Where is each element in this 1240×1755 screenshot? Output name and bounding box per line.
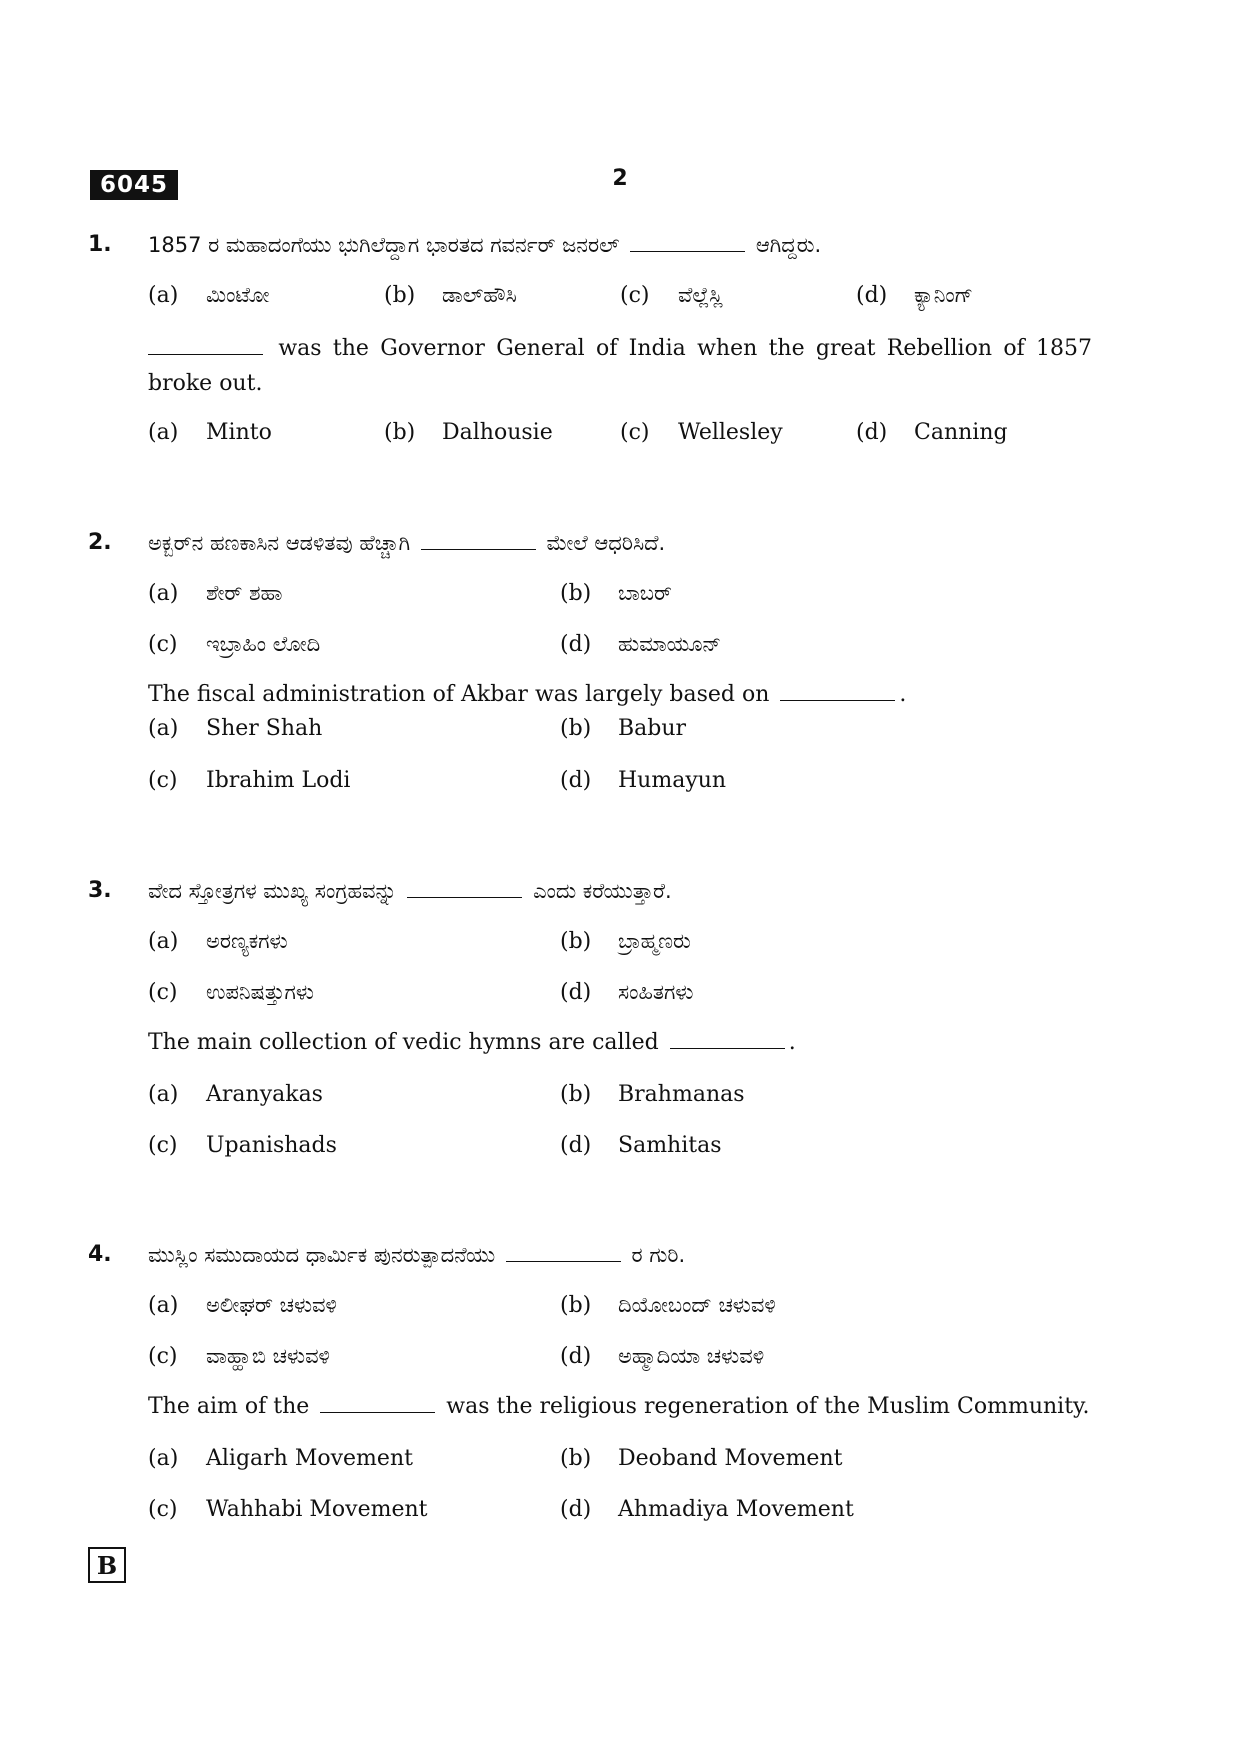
answer-blank	[506, 1239, 621, 1262]
option-label: (b)	[560, 716, 592, 741]
answer-blank	[421, 527, 536, 550]
option-label: (b)	[560, 1293, 592, 1318]
question-kannada	[148, 228, 1098, 262]
option-text: Upanishads	[206, 1133, 337, 1158]
question-text-pre: The main collection of vedic hymns are called	[148, 1030, 659, 1055]
option-text: Humayun	[618, 768, 727, 793]
question-english	[148, 678, 1098, 712]
option-label: (c)	[148, 768, 178, 793]
option-text: ಸಂಹಿತಗಳು	[618, 980, 694, 1004]
en-option-d	[560, 1493, 854, 1527]
question-text-post: ಆಗಿದ್ದರು.	[755, 233, 822, 257]
option-label: (a)	[148, 420, 179, 445]
en-option-c	[148, 1493, 428, 1527]
option-label: (b)	[560, 1446, 592, 1471]
option-label: (c)	[148, 1133, 178, 1158]
en-option-b	[560, 1442, 842, 1476]
en-option-d	[560, 1129, 722, 1163]
question-kannada	[148, 526, 1098, 560]
option-text: Minto	[206, 420, 272, 445]
question-kannada	[148, 874, 1098, 908]
option-text: ಇಬ್ರಾಹಿಂ ಲೋದಿ	[206, 632, 321, 656]
kn-option-a	[148, 576, 282, 611]
question-text-pre: The aim of the	[148, 1394, 310, 1419]
answer-blank	[780, 678, 895, 701]
kn-option-d	[560, 1339, 764, 1374]
option-label: (b)	[560, 1082, 592, 1107]
option-label: (c)	[620, 420, 650, 445]
question-text-post: ಮೇಲೆ ಆಧರಿಸಿದೆ.	[546, 531, 666, 555]
option-label: (d)	[560, 768, 592, 793]
question-english	[148, 1026, 1098, 1060]
kn-option-d	[856, 278, 973, 313]
en-option-b	[560, 712, 686, 746]
option-label: (c)	[148, 1344, 178, 1369]
option-label: (c)	[148, 632, 178, 657]
kn-option-b	[384, 278, 517, 313]
option-label: (d)	[560, 1497, 592, 1522]
question-english	[148, 331, 1092, 401]
en-option-b	[384, 416, 553, 450]
question-text-post: .	[788, 1030, 796, 1055]
option-label: (c)	[148, 980, 178, 1005]
option-text: Dalhousie	[442, 420, 553, 445]
question-number: 1.	[88, 232, 112, 257]
option-text: ಹುಮಾಯೂನ್	[618, 632, 721, 656]
option-label: (d)	[856, 420, 888, 445]
option-text: ಉಪನಿಷತ್ತುಗಳು	[206, 980, 314, 1004]
kn-option-d	[560, 975, 693, 1010]
kn-option-a	[148, 278, 269, 313]
option-label: (b)	[560, 929, 592, 954]
kn-option-c	[148, 975, 314, 1010]
en-option-a	[148, 1442, 413, 1476]
en-option-a	[148, 712, 322, 746]
en-option-d	[560, 764, 726, 798]
option-label: (b)	[560, 581, 592, 606]
kn-option-d	[560, 627, 721, 662]
en-option-c	[148, 1129, 337, 1163]
question-text-pre: 1857 ರ ಮಹಾದಂಗೆಯು ಭುಗಿಲೆದ್ದಾಗ ಭಾರತದ ಗವರ್ನರ್ ಜನರಲ್	[148, 233, 620, 257]
en-option-c	[620, 416, 783, 450]
option-label: (d)	[856, 283, 888, 308]
option-text: ಕ್ಯಾನಿಂಗ್	[914, 283, 973, 307]
kn-option-a	[148, 1288, 337, 1323]
kn-option-a	[148, 924, 288, 959]
option-text: ಶೇರ್ ಶಹಾ	[206, 581, 283, 605]
option-text: ದಿಯೋಬಂದ್ ಚಳುವಳಿ	[618, 1293, 776, 1317]
option-label: (d)	[560, 1133, 592, 1158]
question-text-pre: ವೇದ ಸ್ತೋತ್ರಗಳ ಮುಖ್ಯ ಸಂಗ್ರಹವನ್ನು	[148, 879, 397, 903]
option-text: ಬ್ರಾಹ್ಮಣರು	[618, 929, 691, 953]
option-text: Ahmadiya Movement	[618, 1497, 854, 1522]
option-label: (a)	[148, 1446, 179, 1471]
kn-option-b	[560, 1288, 776, 1323]
option-text: Samhitas	[618, 1133, 722, 1158]
option-text: ಡಾಲ್‌ಹೌಸಿ	[442, 283, 517, 307]
en-option-b	[560, 1078, 745, 1112]
question-text-post: .	[899, 682, 907, 707]
option-text: ಅಲೀಘರ್ ಚಳುವಳಿ	[206, 1293, 337, 1317]
question-english	[148, 1390, 1098, 1424]
en-option-d	[856, 416, 1008, 450]
option-text: Babur	[618, 716, 687, 741]
question-kannada	[148, 1238, 1098, 1272]
option-text: ಅರಣ್ಯಕಗಳು	[206, 929, 288, 953]
option-label: (a)	[148, 1082, 179, 1107]
option-text: Brahmanas	[618, 1082, 745, 1107]
option-label: (b)	[384, 420, 416, 445]
option-label: (d)	[560, 632, 592, 657]
answer-blank	[407, 875, 522, 898]
answer-blank	[320, 1390, 435, 1413]
series-badge: B	[88, 1547, 126, 1583]
question-number: 4.	[88, 1242, 112, 1267]
kn-option-b	[560, 924, 691, 959]
answer-blank	[670, 1026, 785, 1049]
option-label: (c)	[620, 283, 650, 308]
option-text: ವೆಲ್ಲೆಸ್ಲಿ	[678, 283, 723, 307]
question-text-post: was the religious regeneration of the Muslim Community.	[446, 1394, 1090, 1419]
option-label: (c)	[148, 1497, 178, 1522]
option-label: (a)	[148, 929, 179, 954]
option-label: (a)	[148, 716, 179, 741]
kn-option-b	[560, 576, 672, 611]
question-text-post: was the Governor General of India when the great Rebellion of 1857 broke out.	[148, 336, 1092, 396]
option-label: (a)	[148, 283, 179, 308]
option-text: ವಾಹ್ಹಾಬಿ ಚಳುವಳಿ	[206, 1344, 331, 1368]
question-text-pre: ಅಕ್ಬರ್‌ನ ಹಣಕಾಸಿನ ಆಡಳಿತವು ಹೆಚ್ಚಾಗಿ	[148, 531, 411, 555]
answer-blank	[148, 332, 263, 355]
paper-code-badge: 6045	[90, 170, 178, 200]
option-text: Wellesley	[678, 420, 783, 445]
option-text: Deoband Movement	[618, 1446, 843, 1471]
option-label: (d)	[560, 980, 592, 1005]
option-text: Sher Shah	[206, 716, 323, 741]
option-label: (d)	[560, 1344, 592, 1369]
option-label: (a)	[148, 581, 179, 606]
option-text: Ibrahim Lodi	[206, 768, 351, 793]
question-number: 3.	[88, 878, 112, 903]
option-text: Aligarh Movement	[206, 1446, 413, 1471]
question-text-post: ರ ಗುರಿ.	[631, 1243, 686, 1267]
answer-blank	[630, 229, 745, 252]
question-number: 2.	[88, 530, 112, 555]
option-text: Aranyakas	[206, 1082, 323, 1107]
question-text-post: ಎಂದು ಕರೆಯುತ್ತಾರೆ.	[533, 879, 672, 903]
en-option-a	[148, 1078, 323, 1112]
kn-option-c	[620, 278, 723, 313]
page-number: 2	[612, 166, 628, 191]
kn-option-c	[148, 1339, 330, 1374]
option-text: ಮಿಂಟೋ	[206, 283, 270, 307]
option-label: (a)	[148, 1293, 179, 1318]
option-text: Wahhabi Movement	[206, 1497, 428, 1522]
question-text-pre: ಮುಸ್ಲಿಂ ಸಮುದಾಯದ ಧಾರ್ಮಿಕ ಪುನರುತ್ಪಾದನೆಯು	[148, 1243, 496, 1267]
question-text-pre: The fiscal administration of Akbar was largely based on	[148, 682, 770, 707]
option-text: ಬಾಬರ್	[618, 581, 672, 605]
option-text: ಅಹ್ಮಾದಿಯಾ ಚಳುವಳಿ	[618, 1344, 765, 1368]
kn-option-c	[148, 627, 320, 662]
en-option-a	[148, 416, 272, 450]
en-option-c	[148, 764, 350, 798]
option-label: (b)	[384, 283, 416, 308]
option-text: Canning	[914, 420, 1008, 445]
